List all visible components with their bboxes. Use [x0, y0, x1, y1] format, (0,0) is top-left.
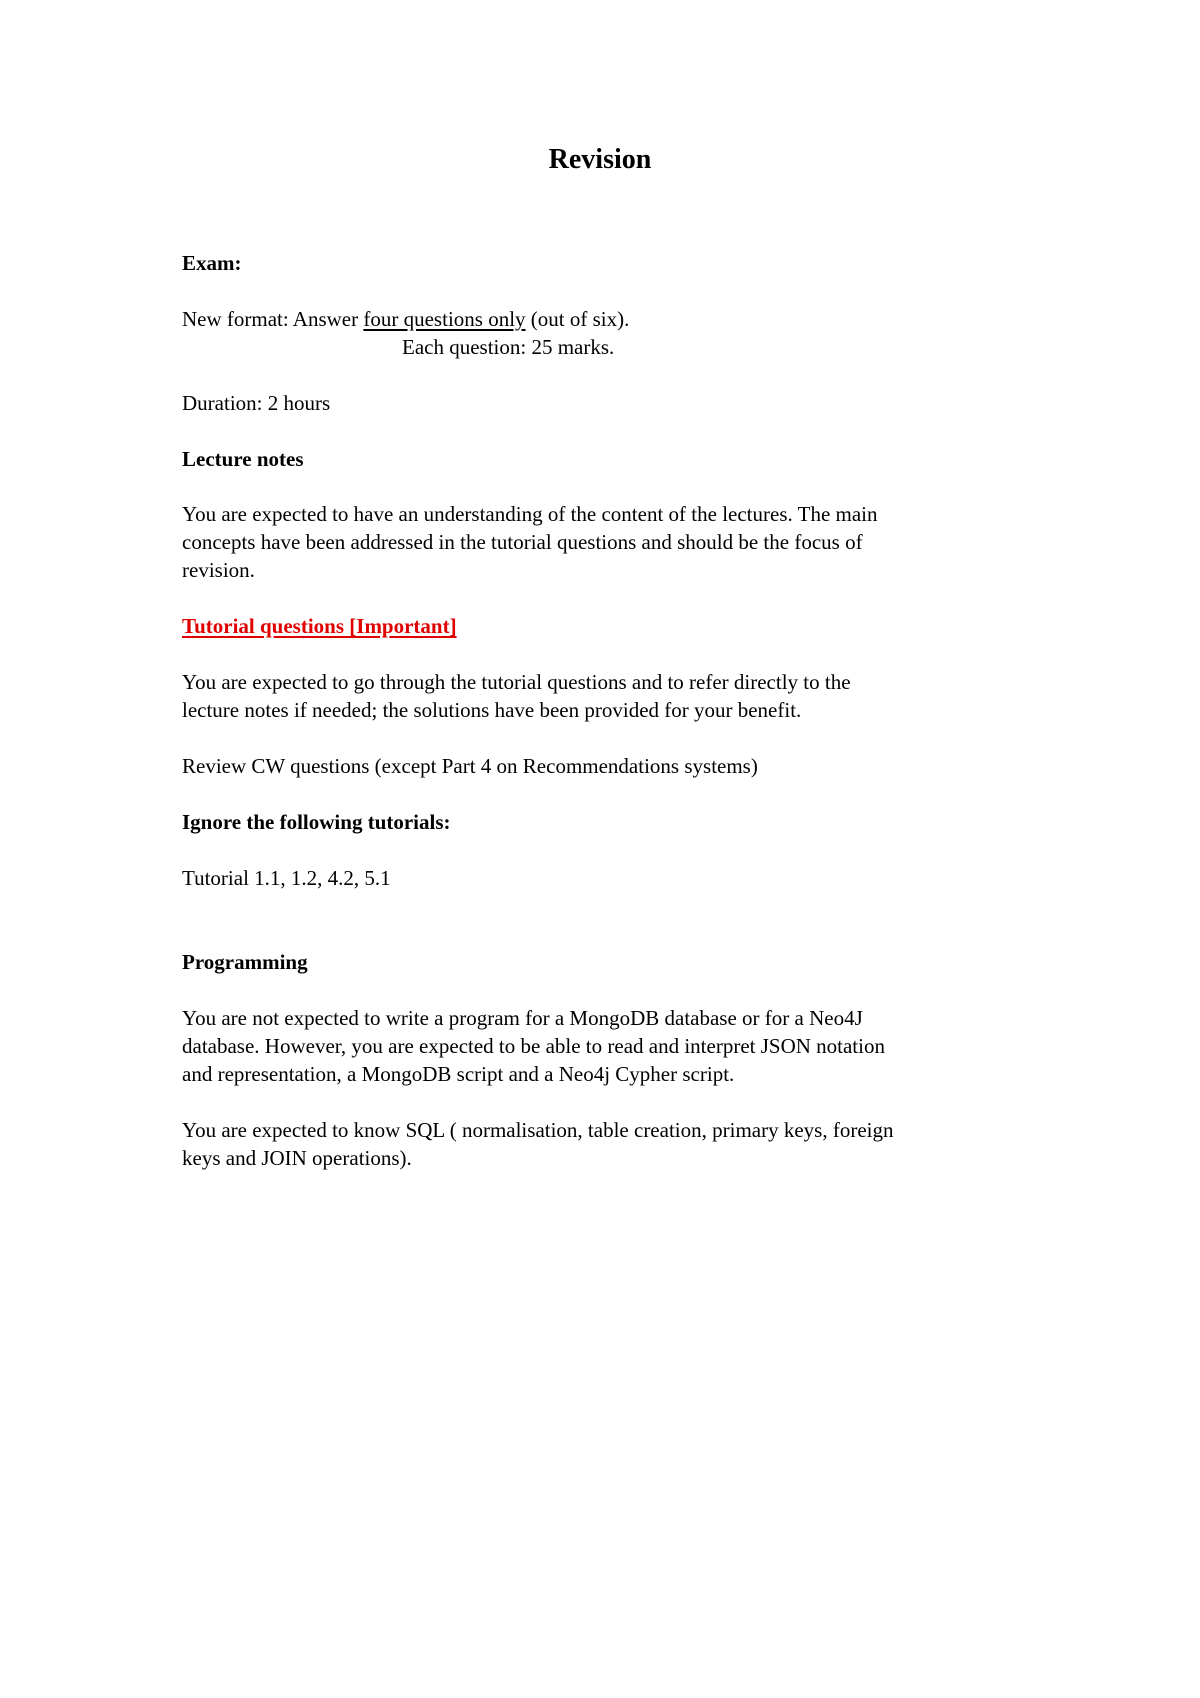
programming-line: You are not expected to write a program for a MongoDB database or for a Neo4J [182, 1006, 863, 1030]
exam-format-line [182, 305, 629, 333]
exam-marks: Each question: 25 marks. [402, 335, 615, 359]
page-title: Revision [548, 144, 652, 175]
lecture-notes-line: You are expected to have an understanding of the content of the lectures. The main [182, 502, 878, 526]
lecture-notes-line: revision. [182, 558, 255, 582]
exam-heading: Exam: [182, 251, 242, 275]
sql-line: keys and JOIN operations). [182, 1146, 412, 1170]
exam-duration: Duration: 2 hours [182, 391, 331, 415]
ignore-list: Tutorial 1.1, 1.2, 4.2, 5.1 [182, 866, 391, 890]
tutorial-questions-line: You are expected to go through the tutorial questions and to refer directly to the [182, 670, 851, 694]
exam-format-suffix: (out of six). [525, 307, 630, 331]
tutorial-questions-heading: Tutorial questions [Important] [182, 614, 457, 638]
lecture-notes-line: concepts have been addressed in the tutorial questions and should be the focus of [182, 530, 863, 554]
programming-heading: Programming [182, 950, 308, 974]
programming-line: database. However, you are expected to be able to read and interpret JSON notation [182, 1034, 885, 1058]
exam-format-underlined: four questions only [363, 307, 526, 331]
sql-line: You are expected to know SQL ( normalisation, table creation, primary keys, foreign [182, 1118, 894, 1142]
lecture-notes-heading: Lecture notes [182, 447, 304, 471]
ignore-heading: Ignore the following tutorials: [182, 810, 451, 834]
review-cw-line: Review CW questions (except Part 4 on Recommendations systems) [182, 754, 758, 778]
programming-line: and representation, a MongoDB script and a Neo4j Cypher script. [182, 1062, 735, 1086]
exam-format-prefix: New format: Answer [182, 307, 364, 331]
tutorial-questions-line: lecture notes if needed; the solutions have been provided for your benefit. [182, 698, 802, 722]
